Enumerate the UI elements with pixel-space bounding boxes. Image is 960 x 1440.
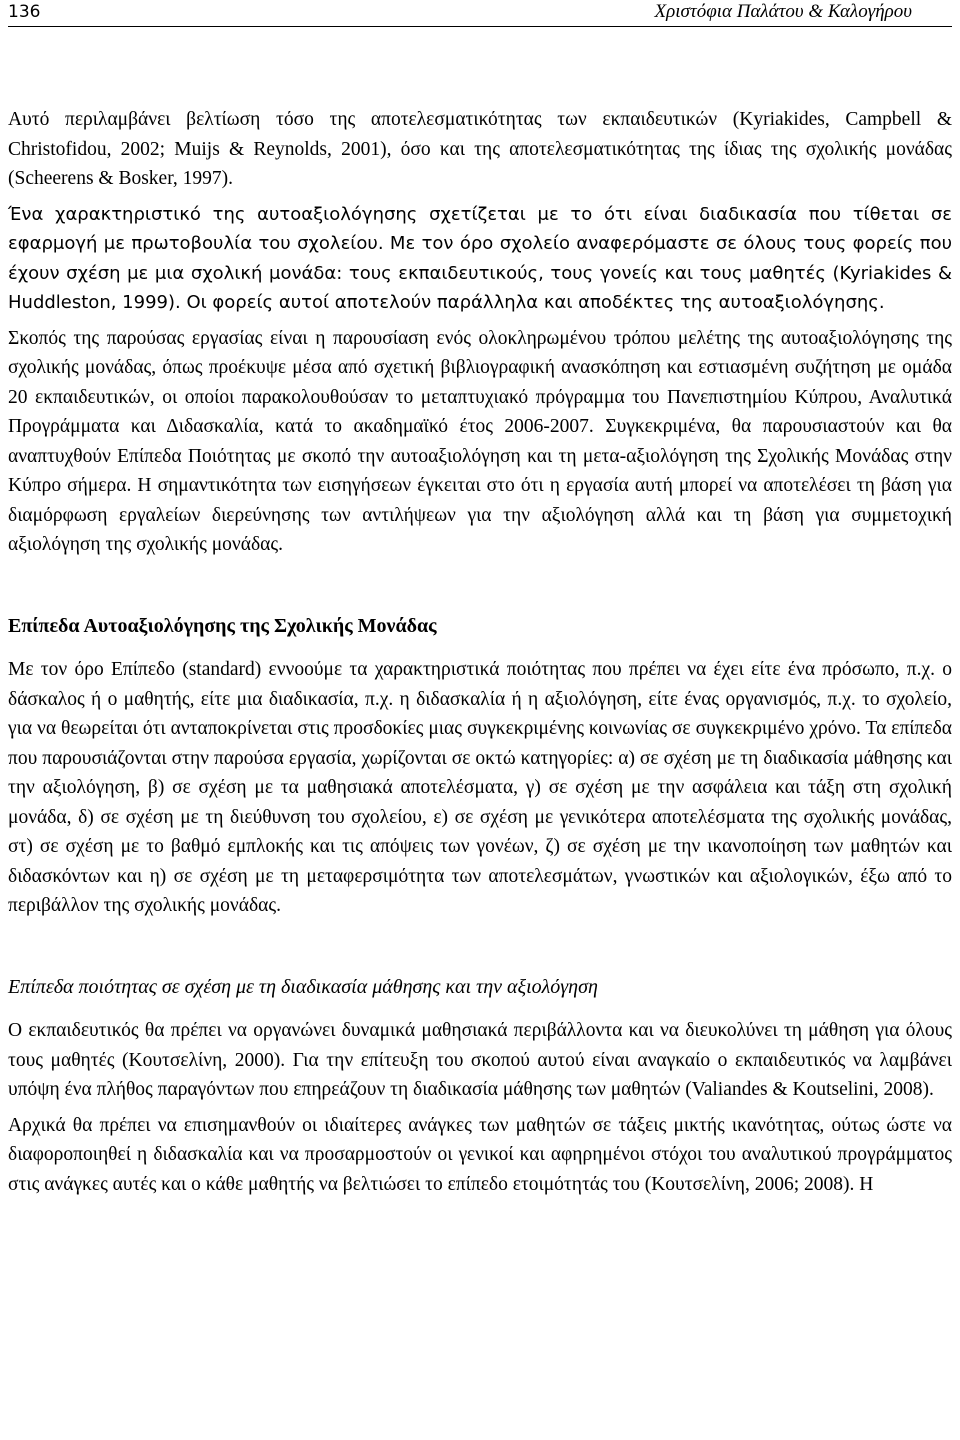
paragraph-learning-environment: Ο εκπαιδευτικός θα πρέπει να οργανώνει δυναμικά μαθησιακά περιβάλλοντα και να διευκολύνει τη μάθηση για όλους τους μαθητές (Κουτσελίνη, 2000). Για την επίτευξη του σκοπού αυτού είναι αναγκαίο ο εκπαιδευτικός να λαμβάνει υπόψη ένα πλήθος παραγόντων που επηρεάζουν τη διαδικασία μάθησης των μαθητών (Valiandes & Koutselini, 2008). (8, 1020, 952, 1100)
paragraph-differentiation: Αρχικά θα πρέπει να επισημανθούν οι ιδιαίτερες ανάγκες των μαθητών σε τάξεις μικτής ικανότητας, ούτως ώστε να διαφοροποιηθεί η διδασκαλία και να προσαρμοστούν οι γενικοί και αφηρημένοι στόχοι του αναλυτικού προγράμματος στις ανάγκες αυτές και ο κάθε μαθητής να βελτιώσει το επίπεδο ετοιμότητάς του (Κουτσελίνη, 2006; 2008). Η (8, 1114, 952, 1195)
body-text (8, 105, 952, 1199)
paragraph-standards-definition: Με τον όρο Επίπεδο (standard) εννοούμε τα χαρακτηριστικά ποιότητας που πρέπει να έχει είτε ένα πρόσωπο, π.χ. ο δάσκαλος ή ο μαθητής, είτε μια διαδικασία, π.χ. η διδασκαλία ή η αξιολόγηση, είτε ένας οργανισμός, π.χ. το σχολείο, για να θεωρείται ότι ανταποκρίνεται στις προσδοκίες μιας συγκεκριμένης κοινωνίας σε συγκεκριμένο χρόνο. Τα επίπεδα που παρουσιάζονται στην παρούσα εργασία, χωρίζονται σε οκτώ κατηγορίες: α) σε σχέση με τη διαδικασία μάθησης και την αξιολόγηση, β) σε σχέση με τα μαθησιακά αποτελέσματα, γ) σε σχέση με την ασφάλεια και τάξη στη σχολική μονάδα, δ) σε σχέση με τη διεύθυνση του σχολείου, ε) σε σχέση με γενικότερα αποτελέσματα της σχολικής μονάδας, στ) σε σχέση με το βαθμό εμπλοκής και τις απόψεις των γονέων, ζ) σε σχέση με την ικανοποίηση των μαθητών και διδασκόντων και η) σε σχέση με τη μεταφερσιμότητα των αποτελεσμάτων, γνωστικών και αξιολογικών, έξω από το περιβάλλον της σχολικής μονάδας. (8, 659, 952, 916)
subsection-heading: Επίπεδα ποιότητας σε σχέση με τη διαδικασία μάθησης και την αξιολόγηση (8, 975, 598, 998)
paragraph-self-evaluation-definition: Ένα χαρακτηριστικό της αυτοαξιολόγησης σχετίζεται με το ότι είναι διαδικασία που τίθεται σε εφαρμογή με πρωτοβουλία του σχολείου. Με τον όρο σχολείο αναφερόμαστε σε όλους τους φορείς που έχουν σχέση με μια σχολική μονάδα: τους εκπαιδευτικούς, τους γονείς και τους μαθητές (Kyriakides & Huddleston, 1999). Οι φορείς αυτοί αποτελούν παράλληλα και αποδέκτες της αυτοαξιολόγησης. (8, 203, 952, 313)
page-header (8, 0, 952, 27)
paragraph-purpose: Σκοπός της παρούσας εργασίας είναι η παρουσίαση ενός ολοκληρωμένου τρόπου μελέτης της αυτοαξιολόγησης της σχολικής μονάδας, όπως προέκυψε μέσα από σχετική βιβλιογραφική ανασκόπηση και εστιασμένη συζήτηση με ομάδα 20 εκπαιδευτικών, οι οποίοι παρακολουθούσαν το μεταπτυχιακό πρόγραμμα του Πανεπιστημίου Κύπρου, Αναλυτικά Προγράμματα και Διδασκαλία, κατά το ακαδημαϊκό έτος 2006-2007. Συγκεκριμένα, θα παρουσιαστούν και θα αναπτυχθούν Επίπεδα Ποιότητας με σκοπό την αυτοαξιολόγηση και τη μετα-αξιολόγηση της Σχολικής Μονάδας στην Κύπρο σήμερα. Η σημαντικότητα των εισηγήσεων έγκειται στο ότι η εργασία αυτή μπορεί να αποτελέσει τη βάση για διαμόρφωση εργαλείων διερεύνησης των αντιλήψεων για την αξιολόγηση αλλά και τη βάση για συμμετοχική αξιολόγηση της σχολικής μονάδας. (8, 327, 952, 555)
paragraph-intro-continued: Αυτό περιλαμβάνει βελτίωση τόσο της αποτελεσματικότητας των εκπαιδευτικών (Kyriakides, Campbell & Christofidou, 2002; Muijs & Reynolds, 2001), όσο και της αποτελεσματικότητας της ίδιας της σχολικής μονάδας (Scheerens & Bosker, 1997). (8, 109, 952, 189)
section-heading: Επίπεδα Αυτοαξιολόγησης της Σχολικής Μονάδας (8, 614, 437, 637)
running-head: Χριστόφια Παλάτου & Καλογήρου (654, 1, 912, 22)
page-number: 136 (8, 2, 41, 22)
